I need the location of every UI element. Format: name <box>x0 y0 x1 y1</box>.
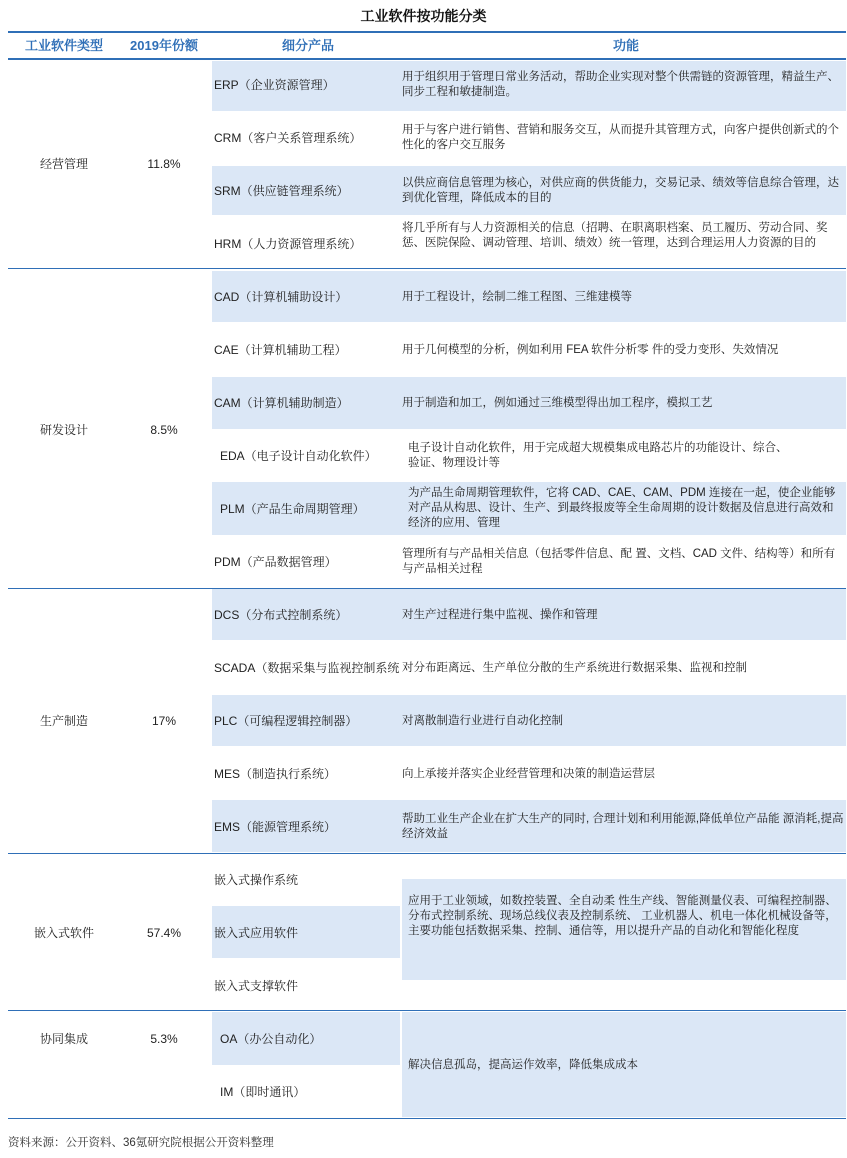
header-share: 2019年份额 <box>130 38 198 53</box>
product-name: CAM（计算机辅助制造） <box>214 396 349 410</box>
category-label: 研发设计 <box>39 423 88 437</box>
function-text: 将几乎所有与人力资源相关的信息（招聘、在职离职档案、员工履历、劳动合同、奖惩、医院保险、调动管理、培训、绩效）统一管理，达到合理运用人力资源的目的 <box>402 222 828 249</box>
product-name: CAE（计算机辅助工程） <box>214 343 347 357</box>
function-text: 以供应商信息管理为核心，对供应商的供货能力，交易记录、绩效等信息综合管理，达到优化管理，降低成本的目的 <box>402 177 839 204</box>
product-name: DCS（分布式控制系统） <box>214 608 348 622</box>
header-product: 细分产品 <box>281 38 334 53</box>
header-function: 功能 <box>612 38 639 53</box>
product-name: IM（即时通讯） <box>220 1085 306 1099</box>
function-text: 用于与客户进行销售、营销和服务交互，从而提升其管理方式，向客户提供创新式的个性化的客户交互服务 <box>402 124 839 151</box>
category-label: 生产制造 <box>39 714 88 728</box>
function-text: 对生产过程进行集中监视、操作和管理 <box>402 609 598 621</box>
function-text: 解决信息孤岛，提高运作效率，降低集成成本 <box>408 1059 638 1071</box>
product-name: PLC（可编程逻辑控制器） <box>214 714 358 728</box>
function-text: 用于制造和加工，例如通过三维模型得出加工程序，模拟工艺 <box>402 397 713 409</box>
group-separator <box>8 588 846 589</box>
product-name: HRM（人力资源管理系统） <box>214 237 362 251</box>
product-name: 嵌入式操作系统 <box>214 873 299 887</box>
header-type: 工业软件类型 <box>24 38 103 53</box>
product-name: CRM（客户关系管理系统） <box>214 131 362 145</box>
group-separator <box>8 1010 846 1011</box>
product-name: ERP（企业资源管理） <box>214 78 335 92</box>
function-text: 对离散制造行业进行自动化控制 <box>402 715 563 727</box>
function-text: 应用于工业领域，如数控装置、全自动柔 性生产线、智能测量仪表、可编程控制器、分布式控制系统、现场总线仪表及控制系统、 工业机器人、机电一体化机械设备等，主要功能包括数据采集、控制、通信等，用以提升产品的自动化和智能化程度 <box>408 895 837 937</box>
category-label: 嵌入式软件 <box>33 926 94 940</box>
product-name: CAD（计算机辅助设计） <box>214 290 348 304</box>
product-name: 嵌入式应用软件 <box>214 926 299 940</box>
table-header <box>8 31 846 60</box>
product-name: EDA（电子设计自动化软件） <box>220 449 377 463</box>
group-separator <box>8 853 846 854</box>
function-text: 用于几何模型的分析，例如利用 FEA 软件分析零 件的受力变形、失效情况 <box>402 344 779 356</box>
share-value: 11.8% <box>147 157 181 171</box>
share-value: 5.3% <box>150 1032 178 1046</box>
share-value: 8.5% <box>150 423 178 437</box>
product-name: EMS（能源管理系统） <box>214 820 337 834</box>
function-text: 管理所有与产品相关信息（包括零件信息、配 置、文档、CAD 文件、结构等）和所有与产品相关过程 <box>402 548 836 575</box>
product-name: SCADA（数据采集与监视控制系统 <box>214 661 400 675</box>
table-title: 工业软件按功能分类 <box>360 8 487 24</box>
category-label: 协同集成 <box>39 1032 88 1046</box>
product-name: PLM（产品生命周期管理） <box>220 502 365 516</box>
product-name: OA（办公自动化） <box>220 1032 322 1046</box>
table-bottom-border <box>8 1118 846 1119</box>
product-name: SRM（供应链管理系统） <box>214 184 349 198</box>
function-text: 对分布距离远、生产单位分散的生产系统进行数据采集、监视和控制 <box>402 662 747 674</box>
group-separator <box>8 268 846 269</box>
function-text: 向上承接并落实企业经营管理和决策的制造运营层 <box>402 768 655 780</box>
product-name: PDM（产品数据管理） <box>214 555 337 569</box>
source-note: 资料来源：公开资料、36氪研究院根据公开资料整理 <box>8 1137 274 1149</box>
function-text: 为产品生命周期管理软件，它将 CAD、CAE、CAM、PDM 连接在一起，使企业能够对产品从构思、设计、生产、到最终报废等全生命周期的设计数据及信息进行高效和经济的应用、管理 <box>408 487 836 529</box>
category-label: 经营管理 <box>39 157 88 171</box>
product-name: 嵌入式支撑软件 <box>214 979 299 993</box>
share-value: 17% <box>151 714 177 728</box>
function-text: 帮助工业生产企业在扩大生产的同时, 合理计划和利用能源,降低单位产品能 源消耗,提高经济效益 <box>402 813 844 840</box>
product-name: MES（制造执行系统） <box>214 767 337 781</box>
function-text: 用于组织用于管理日常业务活动，帮助企业实现对整个供需链的资源管理，精益生产、同步工程和敏捷制造。 <box>402 71 839 98</box>
function-text: 用于工程设计，绘制二维工程图、三维建模等 <box>402 291 632 303</box>
share-value: 57.4% <box>146 926 182 940</box>
function-text: 电子设计自动化软件，用于完成超大规模集成电路芯片的功能设计、综合、验证、物理设计等 <box>408 442 788 469</box>
